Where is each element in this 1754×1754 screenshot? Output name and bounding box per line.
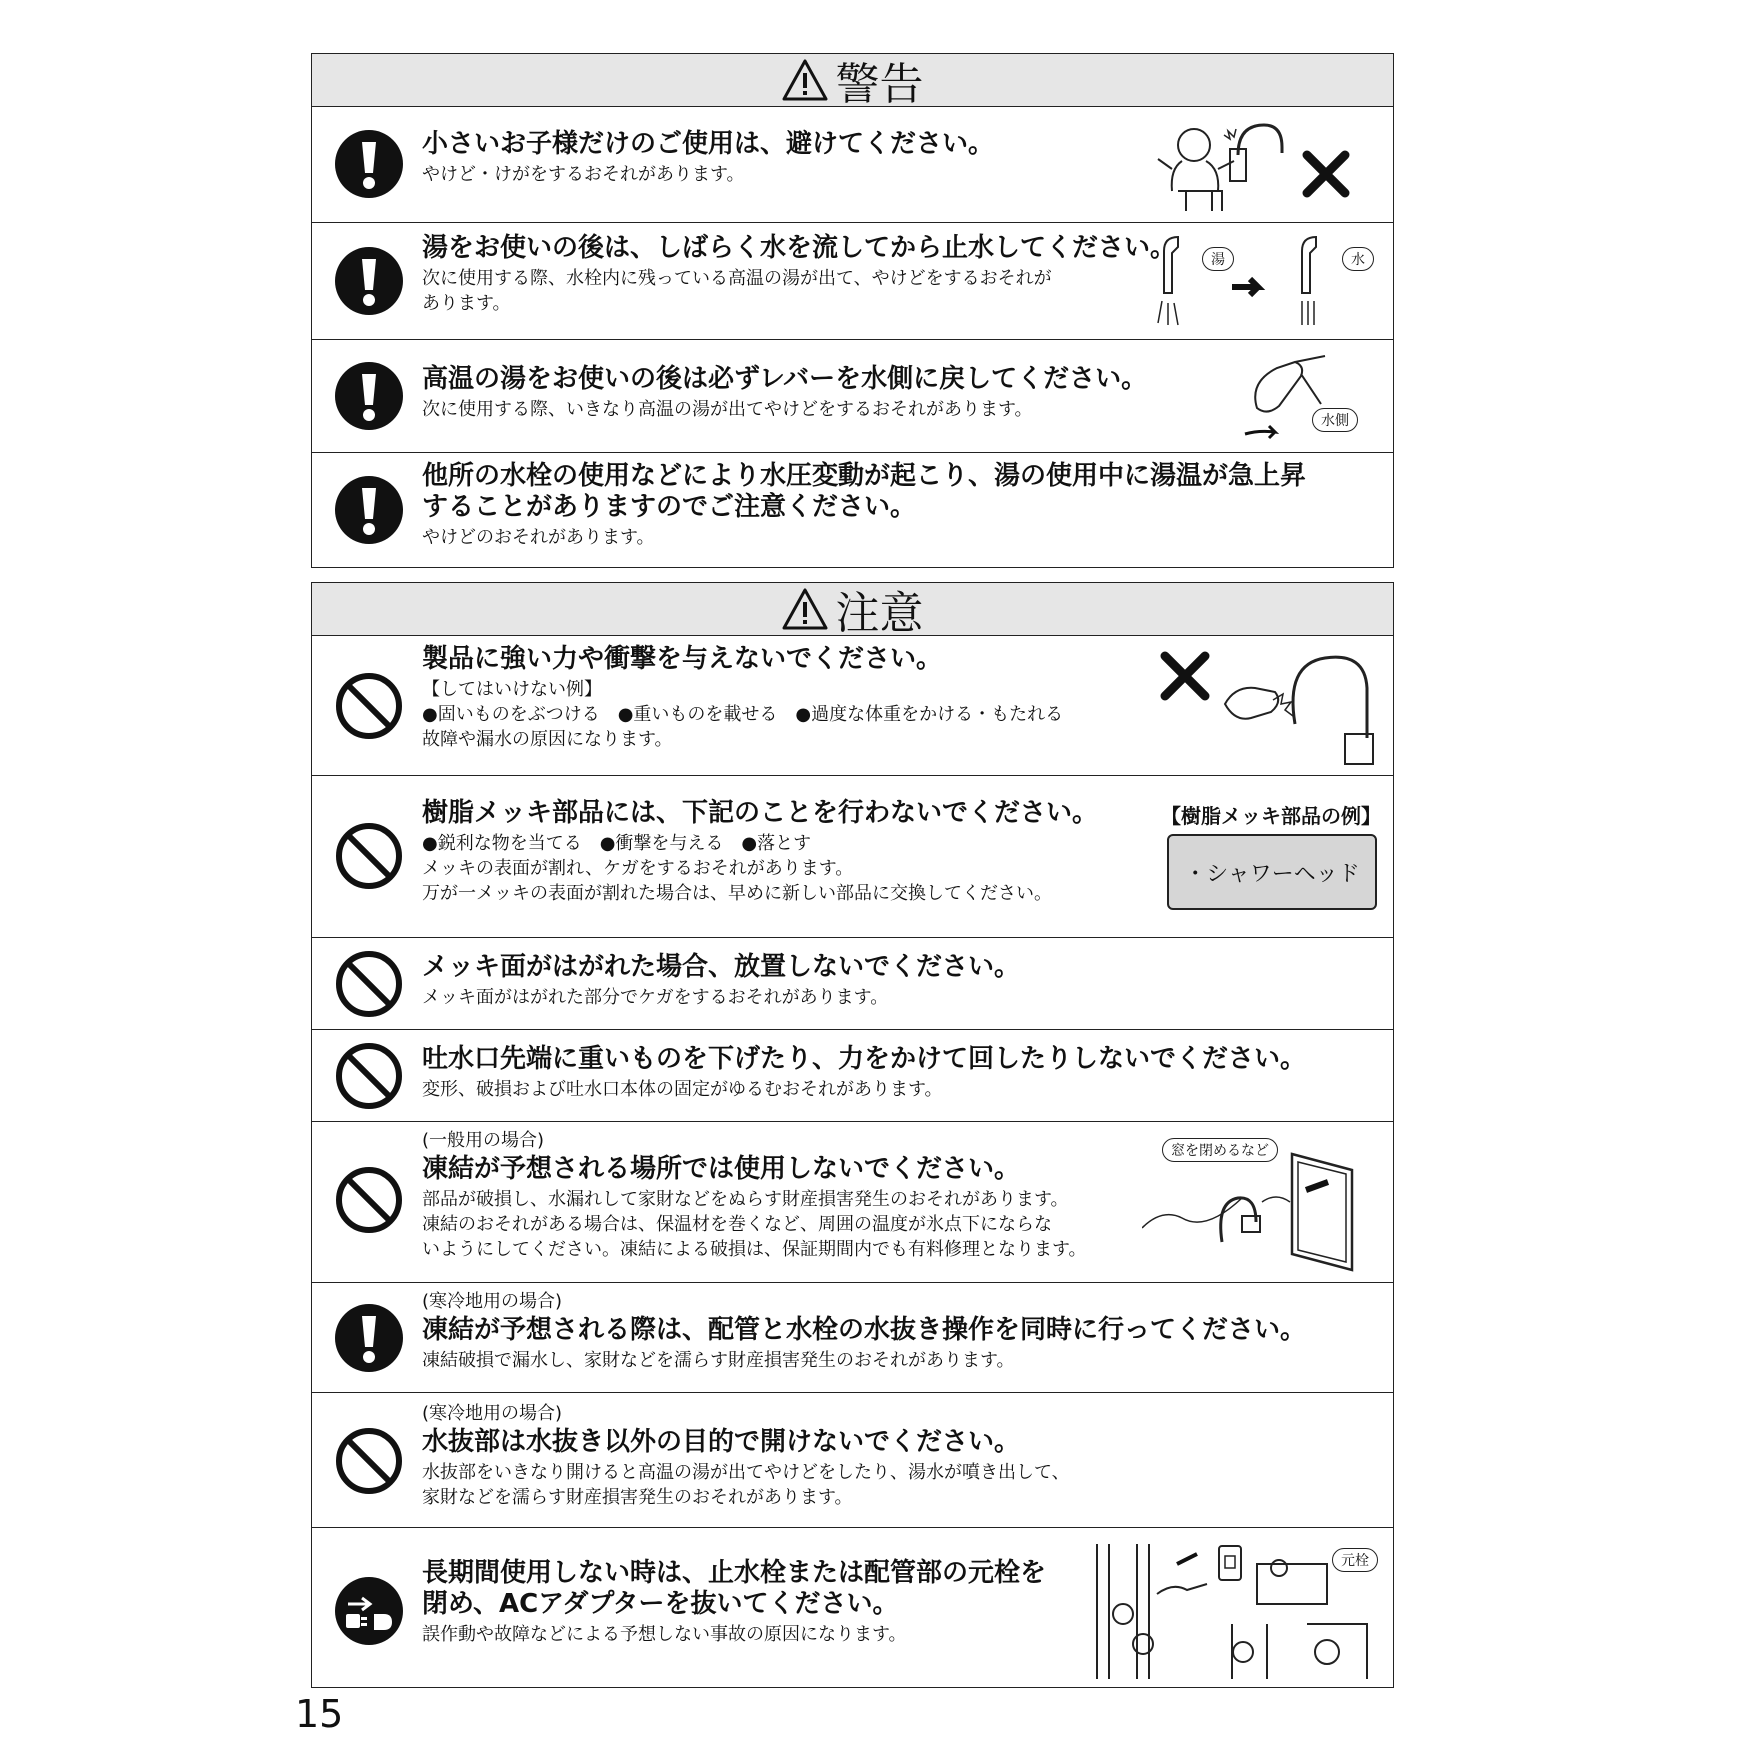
caution-body-line: 家財などを濡らす財産損害発生のおそれがあります。 bbox=[422, 1487, 853, 1508]
caution-item bbox=[312, 636, 1393, 776]
caution-body-line: 【してはいけない例】 bbox=[422, 679, 602, 700]
warning-title: 小さいお子様だけのご使用は、避けてください。 bbox=[422, 129, 995, 159]
caution-item bbox=[312, 1122, 1393, 1283]
resin-example-box: ・シャワーヘッド bbox=[1167, 834, 1377, 910]
warning-body: やけどのおそれがあります。 bbox=[422, 527, 655, 548]
caution-body-line: ●鋭利な物を当てる ●衝撃を与える ●落とす bbox=[422, 833, 812, 854]
caution-body-line: 凍結のおそれがある場合は、保温材を巻くなど、周囲の温度が氷点下にならな bbox=[422, 1214, 1052, 1235]
warning-title-line: することがありますのでご注意ください。 bbox=[422, 492, 917, 522]
caution-title: 凍結が予想される際は、配管と水栓の水抜き操作を同時に行ってください。 bbox=[422, 1315, 1307, 1345]
caution-body-line: 部品が破損し、水漏れして家財などをぬらす財産損害発生のおそれがあります。 bbox=[422, 1189, 1069, 1210]
hot-to-cold-faucet-illustration bbox=[1152, 231, 1388, 331]
caution-body: 凍結破損で漏水し、家財などを濡らす財産損害発生のおそれがあります。 bbox=[422, 1350, 1015, 1371]
prohibition-icon bbox=[334, 949, 404, 1019]
caution-header bbox=[312, 583, 1393, 639]
warning-item bbox=[312, 453, 1393, 568]
caution-condition: (寒冷地用の場合) bbox=[422, 1291, 563, 1312]
prohibition-icon bbox=[334, 821, 404, 891]
fist-hitting-faucet-illustration bbox=[1155, 644, 1385, 770]
caution-body-line: ●固いものをぶつける ●重いものを載せる ●過度な体重をかける・もたれる bbox=[422, 704, 1064, 725]
caution-body-line: メッキの表面が割れ、ケガをするおそれがあります。 bbox=[422, 858, 854, 879]
cold-badge: 水 bbox=[1342, 247, 1374, 271]
mandatory-icon bbox=[334, 246, 404, 316]
caution-title: 製品に強い力や衝撃を与えないでください。 bbox=[422, 644, 943, 674]
warning-header-label: 警告 bbox=[835, 59, 924, 110]
caution-title-line: 閉め、ACアダプターを抜いてください。 bbox=[422, 1589, 899, 1619]
warning-item bbox=[312, 107, 1393, 223]
caution-title: 樹脂メッキ部品には、下記のことを行わないでください。 bbox=[422, 798, 1099, 828]
caution-body-line: 万が一メッキの表面が割れた場合は、早めに新しい部品に交換してください。 bbox=[422, 883, 1052, 904]
caution-body-line: 故障や漏水の原因になります。 bbox=[422, 729, 673, 750]
caution-triangle-icon bbox=[782, 588, 828, 630]
unplug-icon bbox=[334, 1576, 404, 1646]
warning-title-line: 他所の水栓の使用などにより水圧変動が起こり、湯の使用中に湯温が急上昇 bbox=[422, 461, 1307, 491]
warning-item bbox=[312, 223, 1393, 340]
caution-item bbox=[312, 1283, 1393, 1393]
mandatory-icon bbox=[334, 129, 404, 199]
prohibition-icon bbox=[334, 671, 404, 741]
caution-title: 凍結が予想される場所では使用しないでください。 bbox=[422, 1154, 1021, 1184]
caution-title: メッキ面がはがれた場合、放置しないでください。 bbox=[422, 952, 1021, 982]
page-number: 15 bbox=[295, 1692, 344, 1736]
caution-body: 誤作動や故障などによる予想しない事故の原因になります。 bbox=[422, 1624, 907, 1645]
caution-item bbox=[312, 1030, 1393, 1122]
caution-item bbox=[312, 1528, 1393, 1688]
main-valve-badge: 元栓 bbox=[1332, 1548, 1378, 1572]
warning-title: 高温の湯をお使いの後は必ずレバーを水側に戻してください。 bbox=[422, 364, 1148, 394]
warning-body: 次に使用する際、いきなり高温の湯が出てやけどをするおそれがあります。 bbox=[422, 399, 1033, 420]
caution-condition: (一般用の場合) bbox=[422, 1130, 545, 1151]
warning-triangle-icon bbox=[782, 59, 828, 101]
caution-panel bbox=[311, 582, 1394, 1688]
caution-body-line: 水抜部をいきなり開けると高温の湯が出てやけどをしたり、湯水が噴き出して、 bbox=[422, 1462, 1070, 1483]
cold-side-badge: 水側 bbox=[1312, 408, 1358, 432]
caution-body: メッキ面がはがれた部分でケガをするおそれがあります。 bbox=[422, 987, 889, 1008]
warning-body-line: 次に使用する際、水栓内に残っている高温の湯が出て、やけどをするおそれが bbox=[422, 268, 1052, 289]
prohibition-icon bbox=[334, 1041, 404, 1111]
mandatory-icon bbox=[334, 475, 404, 545]
warning-body: やけど・けがをするおそれがあります。 bbox=[422, 164, 745, 185]
caution-item bbox=[312, 776, 1393, 938]
warning-body-line: あります。 bbox=[422, 293, 511, 314]
child-faucet-illustration bbox=[1142, 115, 1382, 215]
caution-title-line: 長期間使用しない時は、止水栓または配管部の元栓を bbox=[422, 1558, 1047, 1588]
caution-condition: (寒冷地用の場合) bbox=[422, 1403, 563, 1424]
caution-title: 吐水口先端に重いものを下げたり、力をかけて回したりしないでください。 bbox=[422, 1044, 1307, 1074]
mandatory-icon bbox=[334, 1303, 404, 1373]
caution-body-line: いようにしてください。凍結による破損は、保証期間内でも有料修理となります。 bbox=[422, 1239, 1087, 1260]
warning-title: 湯をお使いの後は、しばらく水を流してから止水してください。 bbox=[422, 233, 1177, 263]
caution-body: 変形、破損および吐水口本体の固定がゆるむおそれがあります。 bbox=[422, 1079, 943, 1100]
caution-header-label: 注意 bbox=[835, 588, 924, 639]
warning-item bbox=[312, 340, 1393, 453]
resin-example-label: 【樹脂メッキ部品の例】 bbox=[1161, 804, 1381, 828]
caution-title: 水抜部は水抜き以外の目的で開けないでください。 bbox=[422, 1427, 1021, 1457]
caution-item bbox=[312, 938, 1393, 1030]
caution-item bbox=[312, 1393, 1393, 1528]
prohibition-icon bbox=[334, 1165, 404, 1235]
mandatory-icon bbox=[334, 361, 404, 431]
warning-panel bbox=[311, 53, 1394, 568]
close-window-badge: 窓を閉めるなど bbox=[1162, 1138, 1278, 1162]
prohibition-icon bbox=[334, 1426, 404, 1496]
hot-badge: 湯 bbox=[1202, 247, 1234, 271]
warning-header bbox=[312, 54, 1393, 110]
